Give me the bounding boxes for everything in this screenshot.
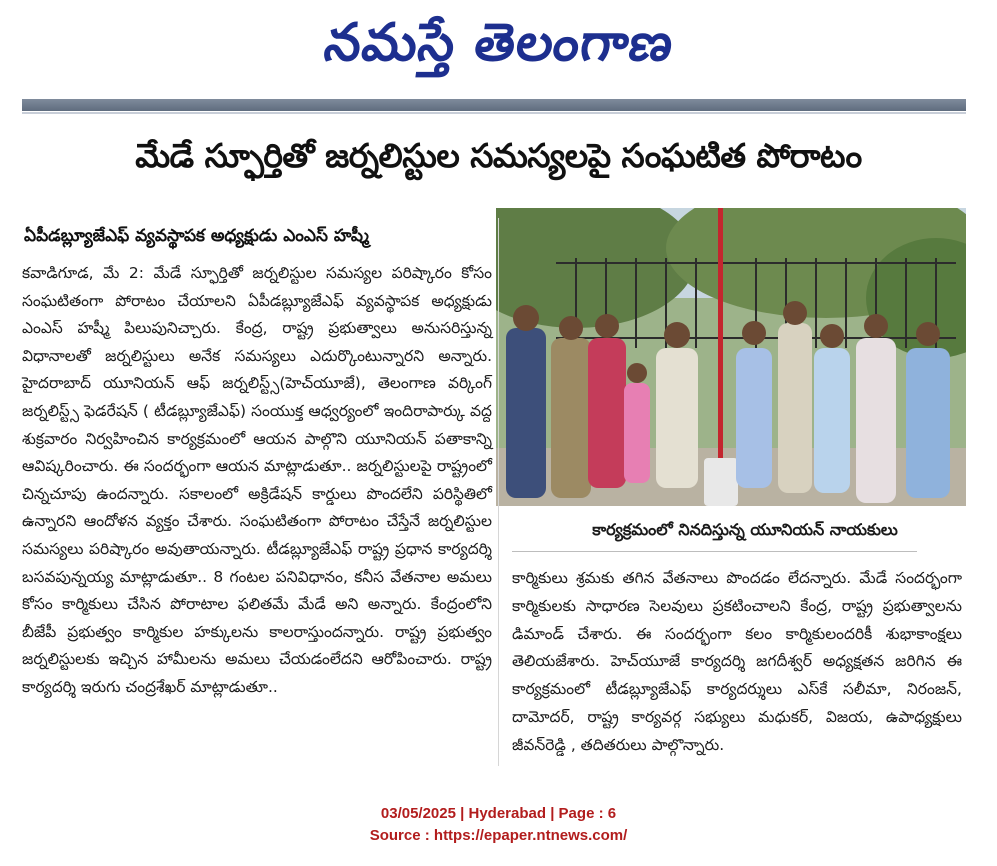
masthead (0, 0, 997, 98)
caption-underline (512, 551, 917, 552)
article-left-column (22, 260, 492, 702)
article-subhead: ఏపీడబ్ల్యూజేఎఫ్ వ్యవస్థాపక అధ్యక్షుడు ఎంఎస్ హష్మీ (24, 226, 369, 246)
masthead-divider (22, 99, 966, 111)
footer-dateline: 03/05/2025 | Hyderabad | Page : 6 (380, 805, 617, 822)
page-footer (0, 803, 997, 847)
footer-source: Source : https://epaper.ntnews.com/ (369, 827, 628, 844)
left-column-text: కవాడిగూడ, మే 2: మేడే స్ఫూర్తితో జర్నలిస్టుల సమస్యల పరిష్కారం కోసం సంఘటితంగా పోరాటం చేయాలని ఏపీడబ్ల్యూజేఎఫ్ వ్యవస్థాపక అధ్యక్షుడు ఎంఎస్ హష్మీ పిలుపునిచ్చారు. కేంద్ర, రాష్ట్ర ప్రభుత్వాలు అనుసరిస్తున్న విధానాలతో జర్నలిస్టులు అనేక సమస్యలు ఎదుర్కొంటున్నారని అన్నారు. హైదరాబాద్ యూనియన్ ఆఫ్ జర్నలిస్ట్స్(హెచ్‌యూజే), తెలంగాణ వర్కింగ్ జర్నలిస్ట్స్ ఫెడరేషన్ ( టీడబ్ల్యూజేఎఫ్) సంయుక్త ఆధ్వర్యంలో ఇందిరాపార్కు వద్ద శుక్రవారం నిర్వహించిన కార్యక్రమంలో ఆయన పాల్గొని యూనియన్ పతాకాన్ని ఆవిష్కరించారు. ఈ సందర్భంగా ఆయన మాట్లాడుతూ.. జర్నలిస్టులపై రాష్ట్రంలో చిన్నచూపు ఉందన్నారు. సకాలంలో అక్రిడేషన్ కార్డులు పొందలేని పరిస్థితిలో ఉన్నారని ఆందోళన వ్యక్తం చేశారు. సంఘటితంగా పోరాటం చేస్తేనే జర్నలిస్టుల సమస్యలు పరిష్కారం అవుతాయన్నారు. టీడబ్ల్యూజేఎఫ్ రాష్ట్ర ప్రధాన కార్యదర్శి బసవపున్నయ్య మాట్లాడుతూ.. 8 గంటల పనివిధానం, కనీస వేతనాల అమలు కోసం కార్మికులు చేసిన పోరాటాల ఫలితమే మేడే అని అన్నారు. కేంద్రంలోని బీజేపీ ప్రభుత్వం కార్మికుల హక్కులను కాలరాస్తుందన్నారు. రాష్ట్ర ప్రభుత్వం జర్నలిస్టులకు ఇచ్చిన హామీలను అమలు చేయడంలేదని ఆరోపించారు. రాష్ట్ర కార్యదర్శి ఇరుగు చంద్రశేఖర్ మాట్లాడుతూ.. (22, 264, 492, 696)
photo-caption: కార్యక్రమంలో నినదిస్తున్న యూనియన్ నాయకులు (592, 520, 898, 539)
newspaper-logo: నమస్తే తెలంగాణ (320, 12, 678, 73)
article-photo (496, 208, 966, 506)
column-divider (498, 218, 499, 766)
article-right-column (512, 565, 962, 760)
article-headline: మేడే స్ఫూర్తితో జర్నలిస్టుల సమస్యలపై సంఘటిత పోరాటం (135, 136, 862, 175)
right-column-text: కార్మికులు శ్రమకు తగిన వేతనాలు పొందడం లేదన్నారు. మేడే సందర్భంగా కార్మికులకు సాధారణ సెలవులు ప్రకటించాలని కేంద్ర, రాష్ట్ర ప్రభుత్వాలను డిమాండ్ చేశారు. ఈ సందర్భంగా కలం కార్మికులందరికీ శుభాకాంక్షలు తెలియజేశారు. హెచ్‌యూజే కార్యదర్శి జగదీశ్వర్ అధ్యక్షతన జరిగిన ఈ కార్యక్రమంలో టీడబ్ల్యూజేఎఫ్ కార్యదర్శులు ఎస్‌కే సలీమా, నిరంజన్, దామోదర్, రాష్ట్ర కార్యవర్గ సభ్యులు మధుకర్, విజయ, ఉపాధ్యక్షులు జీవన్‌రెడ్డి , తదితరులు పాల్గొన్నారు. (512, 569, 962, 754)
photo-illustration (496, 208, 966, 506)
